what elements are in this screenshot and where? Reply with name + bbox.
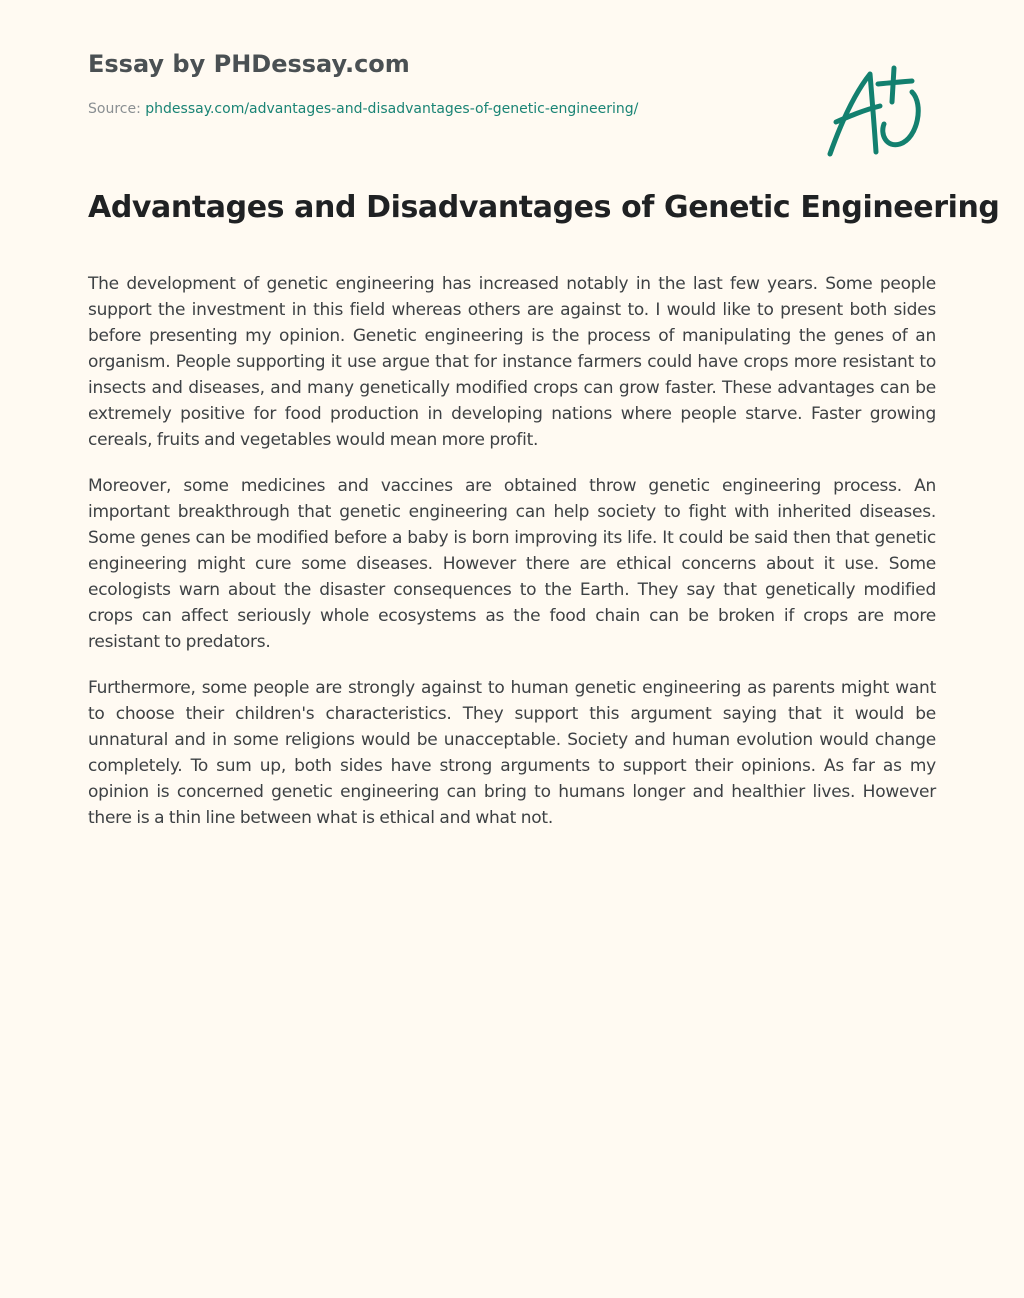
source-line [88,101,638,117]
site-brand: Essay by PHDessay.com [88,50,410,78]
essay-title: Advantages and Disadvantages of Genetic Engineering [88,190,1000,225]
essay-paragraph: The development of genetic engineering has increased notably in the last few years. Some people support the investment in this field whereas others are against to. I would like to present both sides before presenting my opinion. Genetic engineering is the process of manipulating the genes of an organism. People supporting it use argue that for instance farmers could have crops more resistant to insects and diseases, and many genetically modified crops can grow faster. These advantages can be extremely positive for food production in developing nations where people starve. Faster growing cereals, fruits and vegetables would mean more profit. [88,274,936,450]
essay-paragraph: Moreover, some medicines and vaccines are obtained throw genetic engineering process. An important breakthrough that genetic engineering can help society to fight with inherited diseases. Some genes can be modified before a baby is born improving its life. It could be said then that genetic engineering might cure some diseases. However there are ethical concerns about it use. Some ecologists warn about the disaster consequences to the Earth. They say that genetically modified crops can affect seriously whole ecosystems as the food chain can be broken if crops are more resistant to predators. [88,476,936,652]
essay-body [88,271,936,851]
essay-paragraph: Furthermore, some people are strongly against to human genetic engineering as parents might want to choose their children's characteristics. They support this argument saying that it would be unnatural and in some religions would be unacceptable. Society and human evolution would change completely. To sum up, both sides have strong arguments to support their opinions. As far as my opinion is concerned genetic engineering can bring to humans longer and healthier lives. However there is a thin line between what is ethical and what not. [88,678,936,828]
source-label: Source: [88,101,146,117]
a-plus-grade-icon [826,64,926,160]
source-link[interactable]: phdessay.com/advantages-and-disadvantages-of-genetic-engineering/ [145,101,639,117]
